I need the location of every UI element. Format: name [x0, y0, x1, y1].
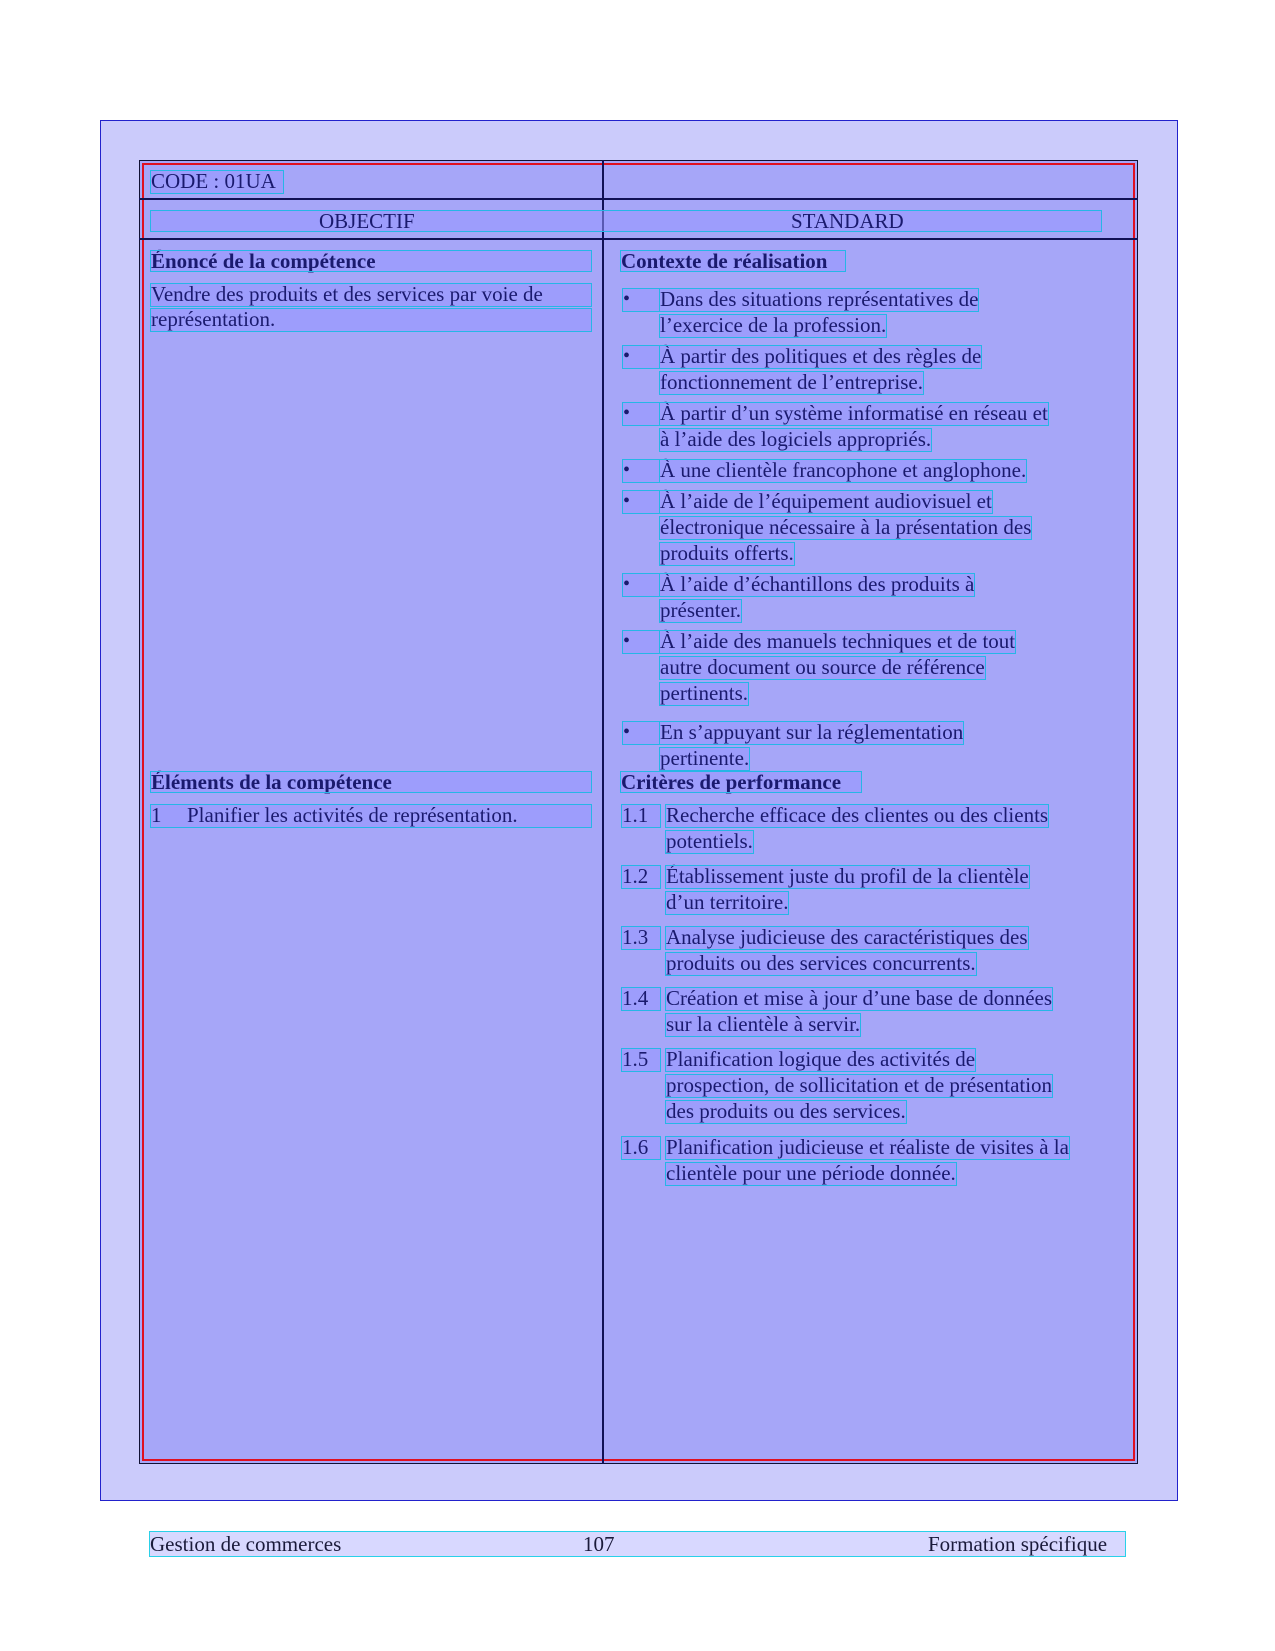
row-divider-columns	[139, 238, 1138, 240]
contexte-bullet: •	[623, 574, 659, 596]
contexte-title: Contexte de réalisation	[621, 251, 845, 271]
contexte-item-line: présenter.	[660, 598, 742, 622]
contexte-item-line: À l’aide d’échantillons des produits à	[660, 572, 975, 596]
critere-number: 1.1	[622, 805, 660, 827]
critere-line: produits ou des services concurrents.	[666, 951, 976, 975]
critere-line: sur la clientèle à servir.	[666, 1012, 861, 1036]
contexte-item-line: À partir d’un système informatisé en réseau et	[660, 401, 1048, 425]
contexte-item-line: l’exercice de la profession.	[660, 313, 887, 337]
critere-number: 1.3	[622, 927, 660, 949]
footer-right: Formation spécifique	[928, 1532, 1108, 1556]
critere-line: Analyse judicieuse des caractéristiques des	[666, 925, 1028, 949]
page-number: 107	[583, 1532, 615, 1556]
critere-number: 1.2	[622, 866, 660, 888]
code-label: CODE : 01UA	[151, 171, 283, 193]
contexte-bullet: •	[623, 289, 659, 311]
critere-number: 1.6	[622, 1137, 660, 1159]
enonce-line-2: représentation.	[151, 309, 591, 331]
row-divider-header	[139, 198, 1138, 200]
critere-line: potentiels.	[666, 829, 753, 853]
contexte-item-line: À l’aide des manuels techniques et de tout	[660, 629, 1016, 653]
contexte-bullet: •	[623, 460, 659, 482]
critere-number: 1.5	[622, 1049, 660, 1071]
columns-header-band	[151, 211, 1101, 231]
elements-title: Éléments de la compétence	[151, 772, 591, 792]
column-title-objectif: OBJECTIF	[319, 209, 415, 233]
element-1	[151, 805, 591, 827]
critere-line: prospection, de sollicitation et de présentation	[666, 1073, 1053, 1097]
contexte-item-line: à l’aide des logiciels appropriés.	[660, 427, 932, 451]
footer-left: Gestion de commerces	[150, 1532, 342, 1556]
critere-line: Création et mise à jour d’une base de données	[666, 986, 1053, 1010]
contexte-bullet: •	[623, 403, 659, 425]
element-1-number: 1	[151, 803, 162, 827]
element-1-text: Planifier les activités de représentation.	[187, 803, 518, 827]
contexte-bullet: •	[623, 491, 659, 513]
contexte-item-line: En s’appuyant sur la réglementation	[660, 720, 964, 744]
criteres-title: Critères de performance	[621, 772, 861, 792]
critere-line: Planification logique des activités de	[666, 1047, 976, 1071]
contexte-item-line: À l’aide de l’équipement audiovisuel et	[660, 489, 992, 513]
contexte-item-line: Dans des situations représentatives de	[660, 287, 979, 311]
critere-line: Recherche efficace des clientes ou des clients	[666, 803, 1049, 827]
critere-line: des produits ou des services.	[666, 1099, 906, 1123]
contexte-bullet: •	[623, 722, 659, 744]
column-divider	[602, 160, 604, 1464]
contexte-item-line: À partir des politiques et des règles de	[660, 344, 982, 368]
contexte-item-line: pertinents.	[660, 681, 749, 705]
enonce-title: Énoncé de la compétence	[151, 251, 591, 271]
critere-number: 1.4	[622, 988, 660, 1010]
contexte-bullet: •	[623, 346, 659, 368]
contexte-item-line: autre document ou source de référence	[660, 655, 985, 679]
critere-line: Établissement juste du profil de la clientèle	[666, 864, 1029, 888]
critere-line: Planification judicieuse et réaliste de visites à la	[666, 1135, 1069, 1159]
critere-line: clientèle pour une période donnée.	[666, 1161, 956, 1185]
critere-line: d’un territoire.	[666, 890, 789, 914]
contexte-item-line: À une clientèle francophone et anglophone.	[660, 458, 1027, 482]
contexte-item-line: produits offerts.	[660, 541, 794, 565]
enonce-line-1: Vendre des produits et des services par voie de	[151, 284, 591, 306]
contexte-item-line: électronique nécessaire à la présentation des	[660, 515, 1032, 539]
contexte-item-line: fonctionnement de l’entreprise.	[660, 370, 923, 394]
contexte-item-line: pertinente.	[660, 746, 750, 770]
column-title-standard: STANDARD	[791, 209, 904, 233]
contexte-bullet: •	[623, 631, 659, 653]
